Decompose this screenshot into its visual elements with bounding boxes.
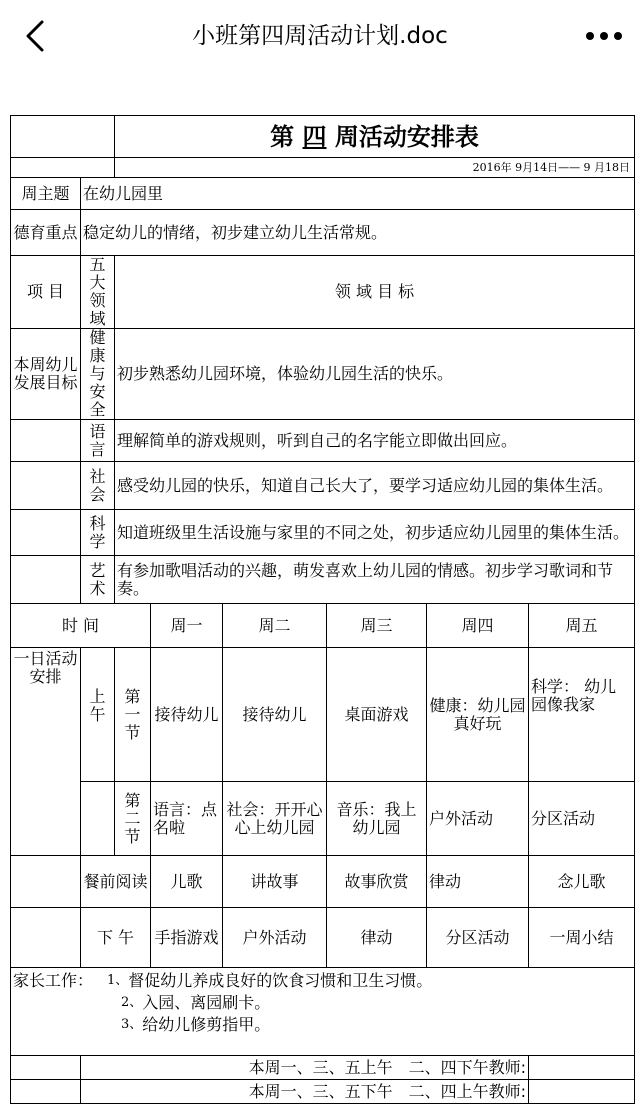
teacher-row: 本周一、三、五下午 二、四上午教师: xyxy=(81,1080,529,1104)
area-goal: 知道班级里生活设施与家里的不同之处，初步适应幼儿园里的集体生活。 xyxy=(115,510,635,556)
afternoon-label: 下 午 xyxy=(81,908,151,968)
family-work-label: 家长工作： xyxy=(13,971,94,990)
theme-label: 周主题 xyxy=(11,178,81,210)
schedule-cell: 健康：幼儿园真好玩 xyxy=(427,648,529,782)
header-goals: 领 域 目 标 xyxy=(115,256,635,329)
first-period-label: 第一节 xyxy=(115,648,151,782)
schedule-cell: 接待幼儿 xyxy=(151,648,223,782)
schedule-cell: 音乐：我上幼儿园 xyxy=(327,782,427,856)
moral-label: 德育重点 xyxy=(11,210,81,256)
second-period-label: 第二节 xyxy=(115,782,151,856)
schedule-cell: 分区活动 xyxy=(427,908,529,968)
day-header: 周三 xyxy=(327,604,427,648)
schedule-cell: 接待幼儿 xyxy=(223,648,327,782)
area-goal: 有参加歌唱活动的兴趣，萌发喜欢上幼儿园的情感。初步学习歌词和节奏。 xyxy=(115,556,635,604)
schedule-cell: 户外活动 xyxy=(223,908,327,968)
table-title: 第 四 周活动安排表 xyxy=(115,116,635,158)
document-title: 小班第四周活动计划.doc xyxy=(192,23,448,49)
time-label: 时 间 xyxy=(11,604,151,648)
schedule-cell: 分区活动 xyxy=(529,782,635,856)
schedule-cell: 律动 xyxy=(327,908,427,968)
date-range: 2016年 9月14日—— 9 月18日 xyxy=(115,158,635,178)
schedule-cell: 念儿歌 xyxy=(529,856,635,908)
area-name: 科学 xyxy=(81,510,115,556)
family-item-number: 3、 xyxy=(121,1017,143,1032)
blank-cell xyxy=(81,782,115,856)
schedule-cell: 故事欣赏 xyxy=(327,856,427,908)
blank-cell xyxy=(11,1080,81,1104)
schedule-cell: 律动 xyxy=(427,856,529,908)
teacher-row: 本周一、三、五上午 二、四下午教师: xyxy=(81,1056,529,1080)
navbar xyxy=(0,0,640,72)
blank-cell xyxy=(11,908,81,968)
schedule-cell: 科学： 幼儿园像我家 xyxy=(529,648,635,782)
family-item-text: 督促幼儿养成良好的饮食习惯和卫生习惯。 xyxy=(128,971,433,990)
blank-cell xyxy=(11,462,81,510)
schedule-cell: 户外活动 xyxy=(427,782,529,856)
family-item-text: 入园、离园刷卡。 xyxy=(142,993,271,1012)
blank-cell xyxy=(11,1056,81,1080)
theme-value: 在幼儿园里 xyxy=(81,178,635,210)
schedule-cell: 手指游戏 xyxy=(151,908,223,968)
dev-goals-label: 本周幼儿发展目标 xyxy=(11,329,81,420)
teacher-name-cell xyxy=(529,1080,635,1104)
more-icon[interactable] xyxy=(582,20,626,52)
title-blank-cell xyxy=(11,116,115,158)
day-header: 周一 xyxy=(151,604,223,648)
family-item-text: 给幼儿修剪指甲。 xyxy=(142,1015,271,1034)
area-goal: 感受幼儿园的快乐，知道自己长大了，要学习适应幼儿园的集体生活。 xyxy=(115,462,635,510)
document-page xyxy=(10,115,634,1104)
blank-cell xyxy=(11,420,81,462)
area-name: 社会 xyxy=(81,462,115,510)
family-item-number: 2、 xyxy=(121,995,143,1010)
area-name: 艺术 xyxy=(81,556,115,604)
blank-cell xyxy=(11,556,81,604)
schedule-table xyxy=(10,115,635,1104)
header-item: 项 目 xyxy=(11,256,81,329)
schedule-cell: 一周小结 xyxy=(529,908,635,968)
family-item-number: 1、 xyxy=(107,973,129,988)
back-chevron-icon[interactable] xyxy=(18,18,54,54)
family-work-cell xyxy=(11,968,635,1056)
schedule-cell: 儿歌 xyxy=(151,856,223,908)
schedule-cell: 桌面游戏 xyxy=(327,648,427,782)
reading-label: 餐前阅读 xyxy=(81,856,151,908)
blank-cell xyxy=(11,510,81,556)
blank-cell xyxy=(11,856,81,908)
day-header: 周四 xyxy=(427,604,529,648)
area-goal: 理解简单的游戏规则，听到自己的名字能立即做出回应。 xyxy=(115,420,635,462)
date-blank-cell xyxy=(11,158,115,178)
area-goal: 初步熟悉幼儿园环境，体验幼儿园生活的快乐。 xyxy=(115,329,635,420)
teacher-name-cell xyxy=(529,1056,635,1080)
daily-schedule-label: 一日活动安排 xyxy=(11,648,81,856)
schedule-cell: 社会：开开心心上幼儿园 xyxy=(223,782,327,856)
header-areas: 五大领域 xyxy=(81,256,115,329)
area-name: 语言 xyxy=(81,420,115,462)
schedule-cell: 讲故事 xyxy=(223,856,327,908)
area-name: 健康与安全 xyxy=(81,329,115,420)
morning-label: 上午 xyxy=(81,648,115,782)
day-header: 周五 xyxy=(529,604,635,648)
schedule-cell: 语言：点名啦 xyxy=(151,782,223,856)
day-header: 周二 xyxy=(223,604,327,648)
moral-value: 稳定幼儿的情绪，初步建立幼儿生活常规。 xyxy=(81,210,635,256)
